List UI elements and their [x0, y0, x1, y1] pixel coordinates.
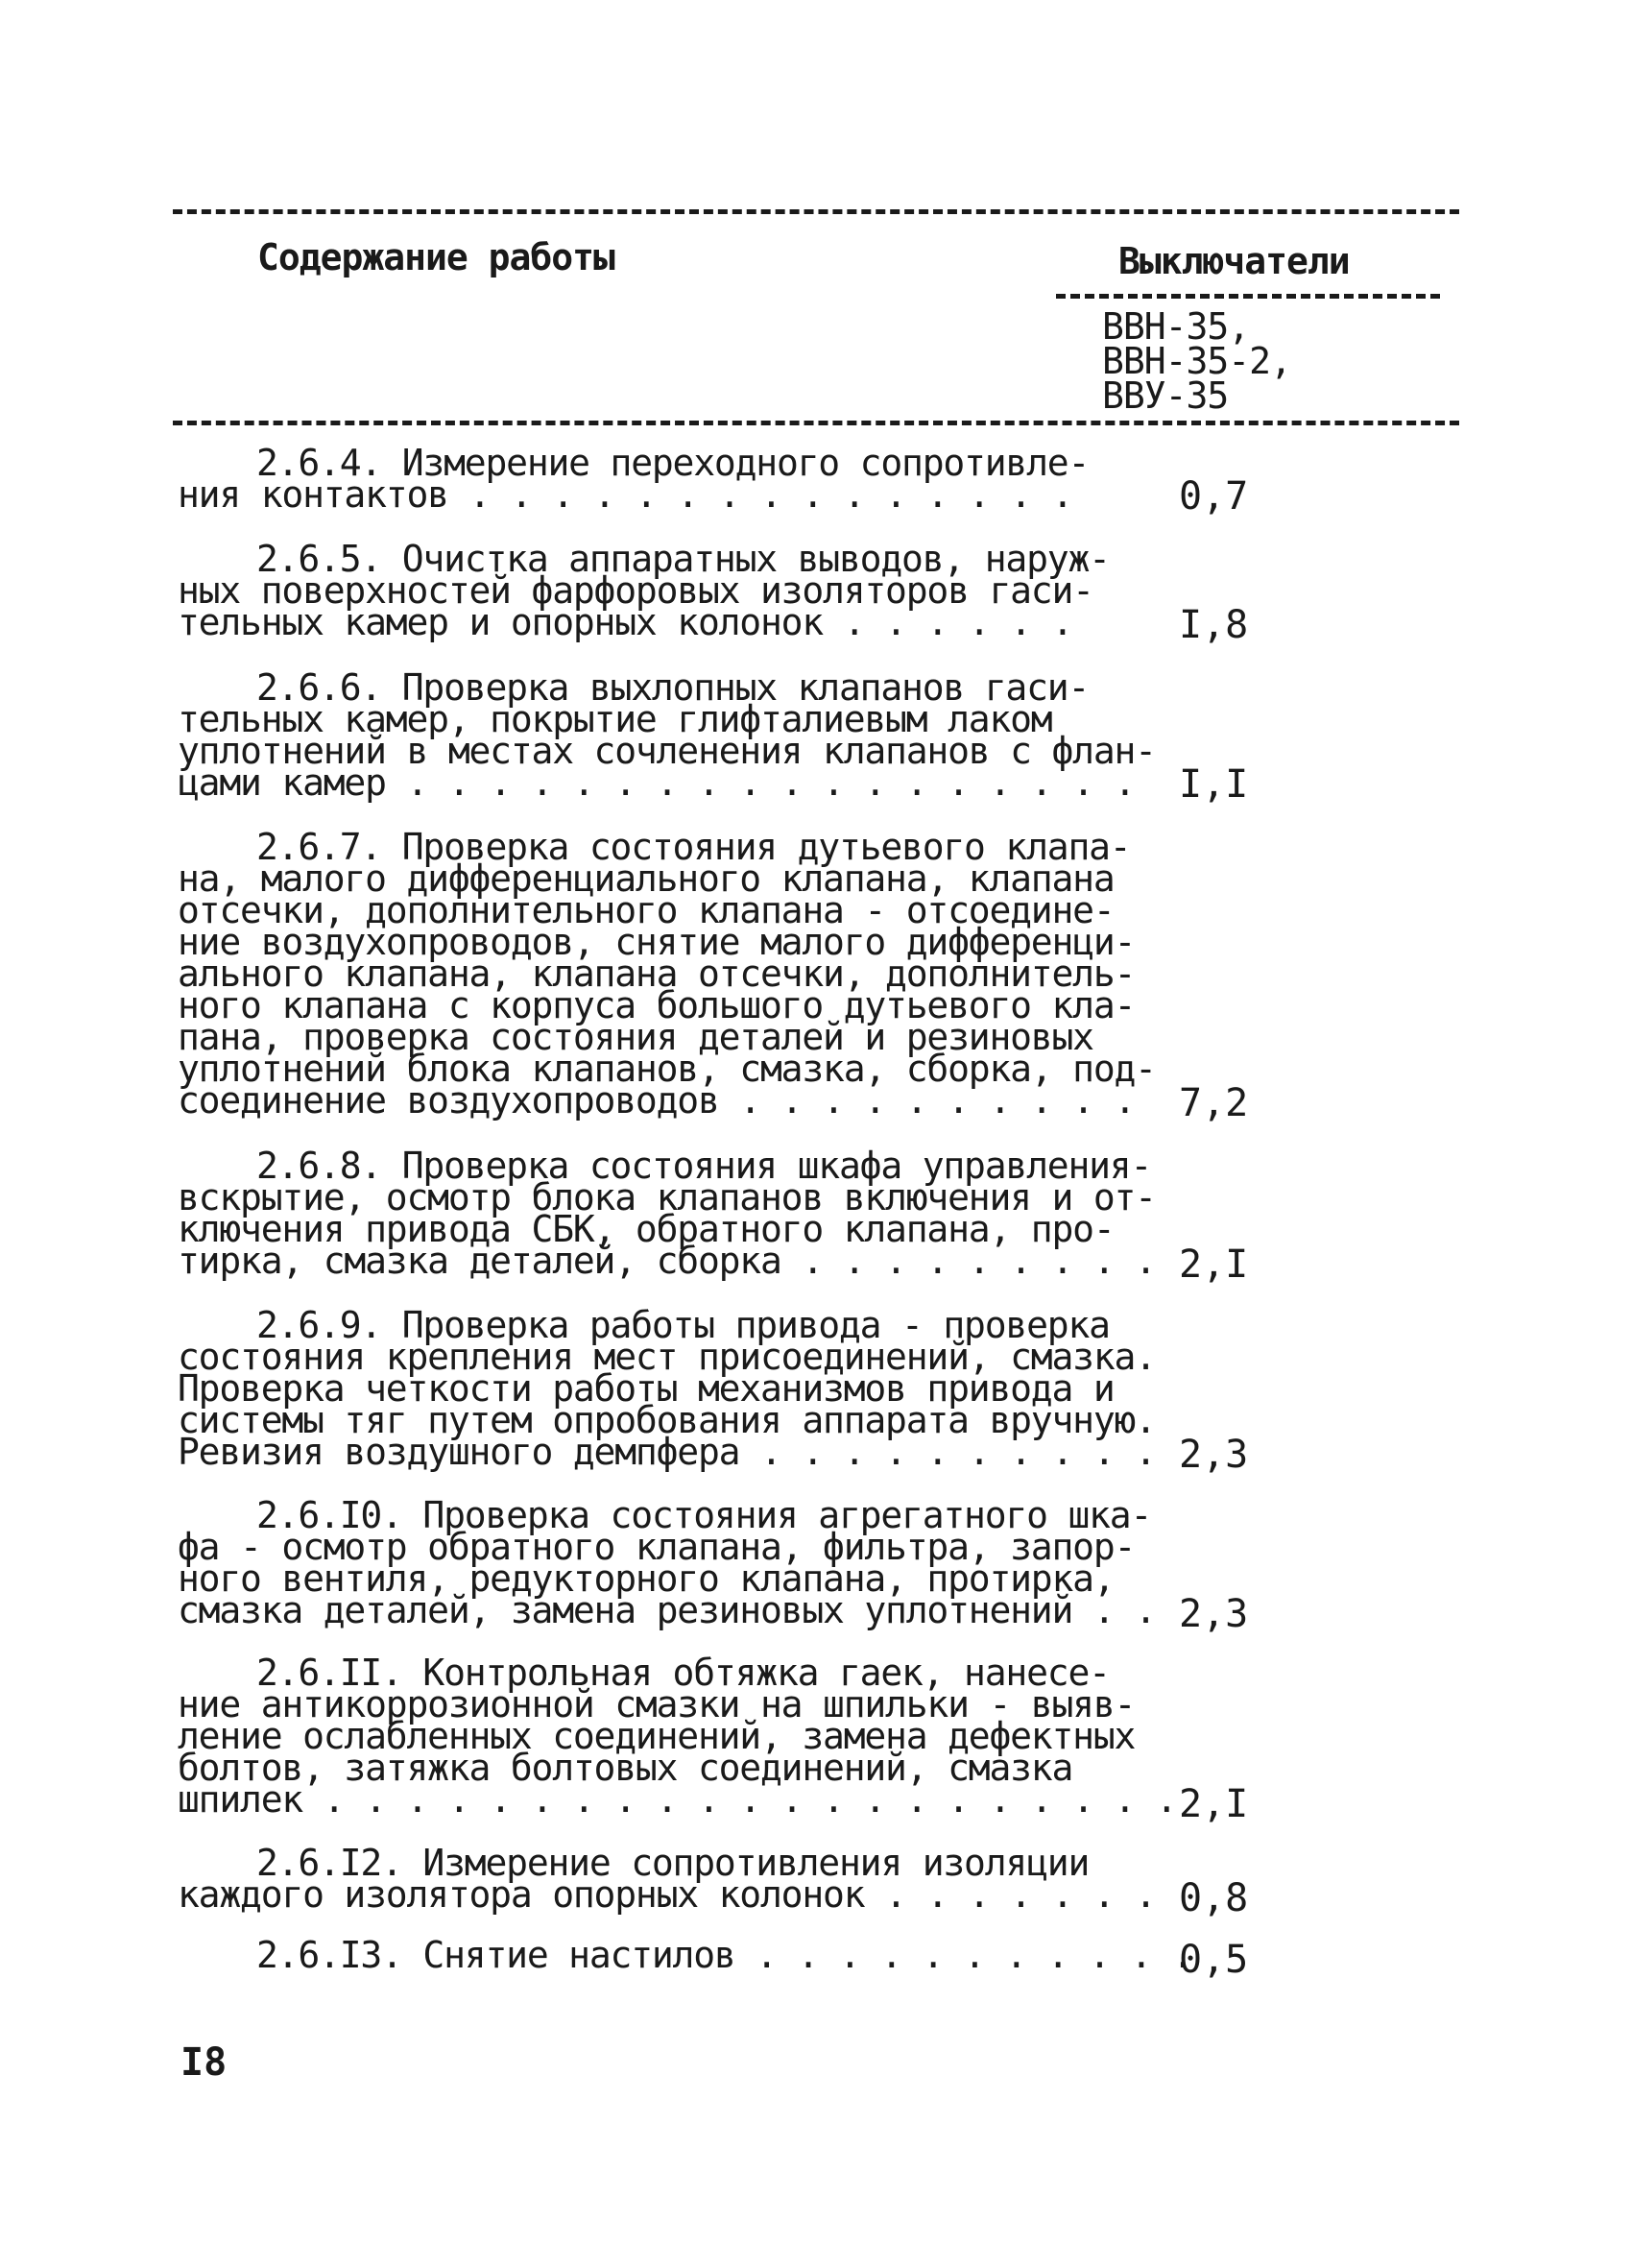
- item-text-line: тельных камер и опорных колонок . . . . . .: [178, 601, 1073, 643]
- item-text-line: 2.6.9. Проверка работы привода - проверка: [256, 1304, 1110, 1346]
- item-text-line: цами камер . . . . . . . . . . . . . . . . . .: [178, 761, 1136, 804]
- item-text-line: уплотнений блока клапанов, смазка, сборка, под-: [178, 1048, 1156, 1090]
- switch-model: ВВН-35-2,: [1102, 340, 1291, 382]
- switch-model: ВВН-35,: [1102, 305, 1250, 348]
- item-text-line: 2.6.I2. Измерение сопротивления изоляции: [256, 1842, 1090, 1884]
- item-value: 2,I: [1179, 1782, 1249, 1826]
- item-text-line: 2.6.6. Проверка выхлопных клапанов гаси-: [256, 666, 1090, 709]
- item-text-line: Проверка четкости работы механизмов привода и: [178, 1367, 1115, 1410]
- item-text-line: 2.6.I0. Проверка состояния агрегатного шка-: [256, 1494, 1152, 1536]
- item-value: I,8: [1179, 603, 1249, 647]
- item-value: 0,8: [1179, 1876, 1249, 1920]
- item-value: 2,I: [1179, 1243, 1249, 1287]
- item-text-line: шпилек . . . . . . . . . . . . . . . . . . . . .: [178, 1778, 1177, 1821]
- header-bottom-dashed-rule: [173, 421, 1459, 425]
- item-value: 0,7: [1179, 474, 1249, 519]
- item-text-line: фа - осмотр обратного клапана, фильтра, запор-: [178, 1526, 1136, 1568]
- page-number: I8: [180, 2040, 228, 2085]
- work-item-2-6-12: [178, 1842, 1156, 1916]
- item-text-line: ние антикоррозионной смазки на шпильки - выяв-: [178, 1683, 1136, 1725]
- work-item-2-6-5: [178, 538, 1138, 643]
- item-text-line: каждого изолятора опорных колонок . . . . . . .: [178, 1873, 1156, 1916]
- item-value: 0,5: [1179, 1938, 1249, 1982]
- item-text-line: вскрытие, осмотр блока клапанов включения и от-: [178, 1176, 1156, 1218]
- item-value: I,I: [1179, 762, 1249, 807]
- item-text-line: 2.6.8. Проверка состояния шкафа управления-: [256, 1145, 1152, 1187]
- item-text-line: 2.6.7. Проверка состояния дутьевого клапа-: [256, 826, 1131, 868]
- item-text-line: ление ослабленных соединений, замена дефектных: [178, 1715, 1136, 1757]
- column-header-content: Содержание работы: [257, 236, 614, 278]
- item-text-line: 2.6.I3. Снятие настилов . . . . . . . . . . .: [256, 1934, 1193, 1976]
- item-text-line: 2.6.4. Измерение переходного сопротивле-: [256, 442, 1090, 484]
- item-text-line: состояния крепления мест присоединений, смазка.: [178, 1336, 1156, 1378]
- work-item-2-6-4: [178, 442, 1138, 516]
- work-item-2-6-13: [178, 1934, 1193, 1976]
- top-dashed-rule: [173, 209, 1459, 214]
- item-text-line: отсечки, дополнительного клапана - отсоедине-: [178, 889, 1115, 931]
- item-text-line: соединение воздухопроводов . . . . . . . . . .: [178, 1079, 1136, 1122]
- item-text-line: ального клапана, клапана отсечки, дополнитель-: [178, 953, 1136, 995]
- item-value: 2,3: [1179, 1592, 1249, 1636]
- item-text-line: пана, проверка состояния деталей и резиновых: [178, 1016, 1093, 1058]
- work-item-2-6-6: [178, 666, 1156, 804]
- item-text-line: смазка деталей, замена резиновых уплотнений . .: [178, 1589, 1156, 1631]
- item-text-line: ние воздухопроводов, снятие малого дифференци-: [178, 921, 1136, 963]
- item-text-line: ключения привода СБК, обратного клапана, про-: [178, 1208, 1115, 1250]
- item-text-line: 2.6.II. Контрольная обтяжка гаек, нанесе-: [256, 1652, 1110, 1694]
- work-item-2-6-10: [178, 1494, 1156, 1631]
- item-text-line: тирка, смазка деталей, сборка . . . . . . . . .: [178, 1240, 1156, 1282]
- column-header-switches: Выключатели: [1118, 240, 1350, 282]
- item-value: 2,3: [1179, 1433, 1249, 1477]
- item-text-line: болтов, затяжка болтовых соединений, смазка: [178, 1747, 1073, 1789]
- item-text-line: ния контактов . . . . . . . . . . . . . . .: [178, 473, 1073, 516]
- work-item-2-6-11: [178, 1652, 1177, 1821]
- work-item-2-6-9: [178, 1304, 1156, 1473]
- item-text-line: ных поверхностей фарфоровых изоляторов гаси-: [178, 569, 1093, 612]
- item-text-line: уплотнений в местах сочленения клапанов с флан-: [178, 730, 1156, 772]
- item-text-line: ного вентиля, редукторного клапана, протирка,: [178, 1557, 1115, 1600]
- work-item-2-6-7: [178, 826, 1156, 1122]
- sub-header-dashed-rule: [1056, 294, 1440, 299]
- item-text-line: системы тяг путем опробования аппарата вручную.: [178, 1399, 1156, 1441]
- item-text-line: Ревизия воздушного демпфера . . . . . . . . . .: [178, 1431, 1156, 1473]
- work-item-2-6-8: [178, 1145, 1156, 1282]
- item-text-line: на, малого дифференциального клапана, клапана: [178, 857, 1115, 900]
- item-value: 7,2: [1179, 1081, 1249, 1125]
- item-text-line: ного клапана с корпуса большого дутьевого кла-: [178, 984, 1136, 1026]
- item-text-line: тельных камер, покрытие глифталиевым лаком: [178, 698, 1052, 740]
- item-text-line: 2.6.5. Очистка аппаратных выводов, наруж-: [256, 538, 1110, 580]
- switch-model: ВВУ-35: [1102, 374, 1229, 417]
- switch-models: [1102, 305, 1291, 417]
